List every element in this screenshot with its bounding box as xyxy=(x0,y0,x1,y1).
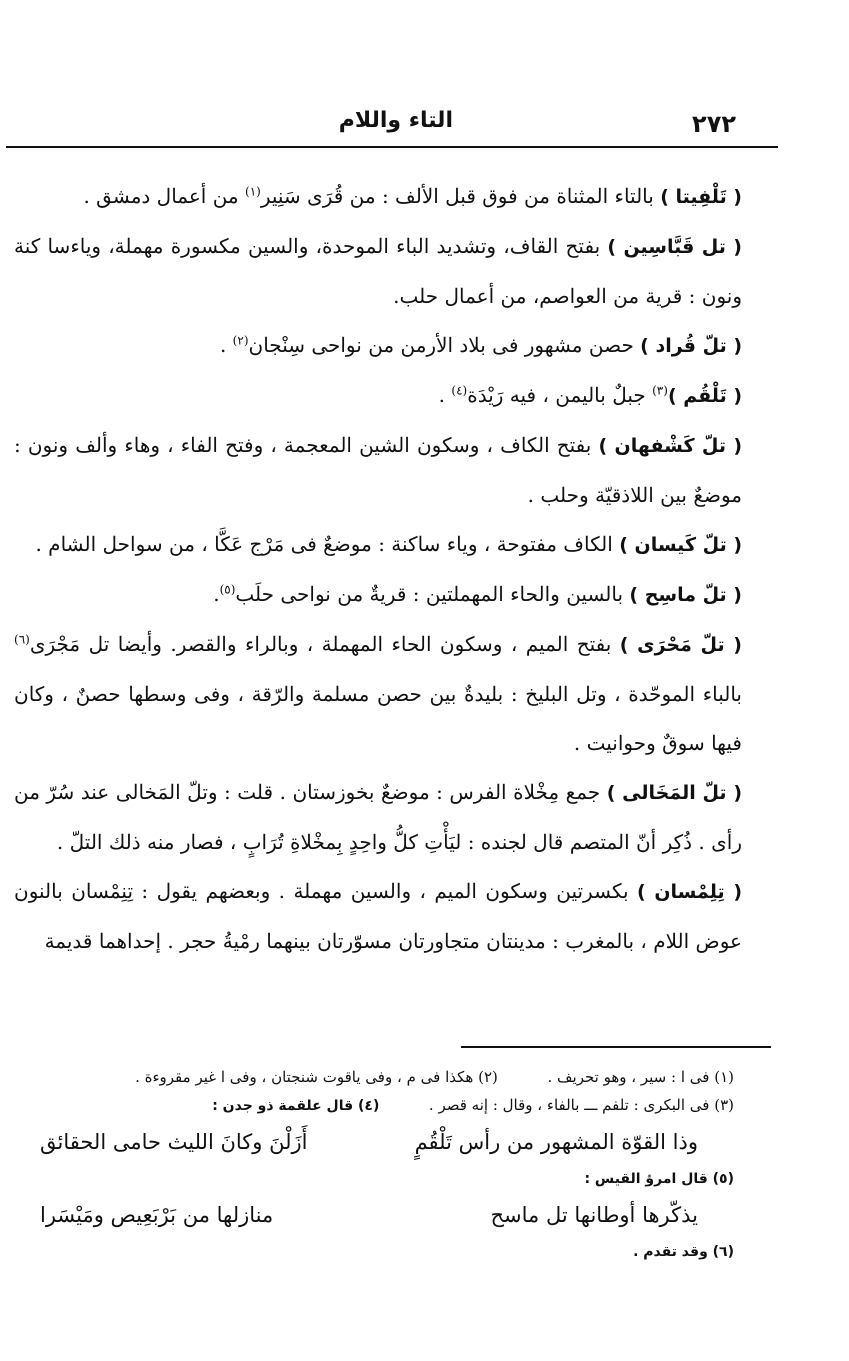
footnote-ref: (٤) xyxy=(451,383,468,398)
footnote-line xyxy=(14,1237,734,1266)
entry-text-tail: . xyxy=(438,383,452,407)
footnote-line xyxy=(14,1091,734,1120)
entry-text-tail: من أعمال دمشق . xyxy=(83,184,245,208)
entry-head: ( تَلْقُم ) xyxy=(667,385,742,407)
entry-text: بفتح الميم ، وسكون الحاء المهملة ، وبالراء والقصر. وأيضا تل مَجْرَى xyxy=(29,632,612,656)
footnote-ref: (١) xyxy=(245,184,261,199)
footnote-ref: (٣) xyxy=(652,383,668,398)
verse-hemistich: أَزَلْنَ وكانَ الليث حامى الحقائق xyxy=(40,1130,308,1154)
footnote-1: (١) فى ا : سير ، وهو تحريف . xyxy=(547,1068,734,1086)
footnote-5: (٥) قال امرؤ القيس : xyxy=(584,1171,734,1187)
entry-tall-masih xyxy=(14,570,778,620)
footnote-ref: (٥) xyxy=(219,582,236,597)
entry-tilimsan xyxy=(14,867,778,966)
verse-2 xyxy=(14,1193,734,1237)
running-title: التاء واللام xyxy=(338,108,453,133)
entry-head: ( تلّ مَحْرَى ) xyxy=(619,634,742,656)
main-text xyxy=(14,172,778,966)
entry-tall-mahra xyxy=(14,620,778,768)
entry-text: بفتح الكاف ، وسكون الشين المعجمة ، وفتح الفاء ، وهاء وألف ونون : موضعٌ بين اللاذقيّة وحلب . xyxy=(14,433,742,507)
entry-tall-kashfahan xyxy=(14,421,778,520)
verse-hemistich: منازلها من بَرْبَعِيص ومَيْسَرا xyxy=(40,1203,274,1227)
header-rule xyxy=(6,146,778,148)
footnote-rule xyxy=(461,1046,771,1048)
entry-text: حصن مشهور فى بلاد الأرمن من نواحى سِنْجان xyxy=(248,333,634,357)
footnote-ref: (٢) xyxy=(232,333,249,348)
entry-tall-qabbasin xyxy=(14,222,778,321)
verse-hemistich: وذا القوّة المشهور من رأس تَلْقُمٍ xyxy=(414,1130,698,1154)
entry-head: ( تلّ ماسِح ) xyxy=(629,584,742,606)
entry-head: ( تِلِمْسان ) xyxy=(636,881,742,903)
footnote-line xyxy=(14,1063,734,1091)
entry-head: ( تلّ المَخَالى ) xyxy=(606,782,742,804)
footnote-line xyxy=(14,1164,734,1193)
entry-talqum xyxy=(14,371,778,421)
entry-text-tail: بالباء الموحّدة ، وتل البليخ : بليدةٌ بين حصن مسلمة والرّقة ، وفى وسطها حصنٌ ، وكان فيها سوقٌ وحوانيت . xyxy=(14,682,742,755)
entry-head: ( تلّ كَيسان ) xyxy=(619,534,742,556)
verse-hemistich: يذكّرها أوطانها تل ماسح xyxy=(490,1203,698,1227)
entry-text: بالتاء المثناة من فوق قبل الألف : من قُرَى سَنِير xyxy=(260,184,654,208)
page-number: ٢٧٢ xyxy=(692,110,736,138)
entry-tall-qurad xyxy=(14,321,778,371)
entry-head: ( تل قَبَّاسِين ) xyxy=(607,236,742,258)
footnotes xyxy=(14,1063,734,1266)
footnote-2: (٢) هكذا فى م ، وفى ياقوت شنجتان ، وفى ا غير مقروءة . xyxy=(135,1068,498,1086)
footnote-3: (٣) فى البكرى : تلفم ـــ بالفاء ، وقال : إنه قصر . xyxy=(428,1096,734,1114)
page-header xyxy=(12,108,778,144)
entry-text: جبلٌ باليمن ، فيه رَيْدَة xyxy=(467,383,646,407)
footnote-ref: (٦) xyxy=(14,632,30,647)
entry-head: ( تلّ كَشْفهان ) xyxy=(598,435,743,457)
entry-text: الكاف مفتوحة ، وياء ساكنة : موضعٌ فى مَرْج عَكَّا ، من سواحل الشام . xyxy=(35,532,613,556)
verse-1 xyxy=(14,1120,734,1164)
entry-text: بالسين والحاء المهملتين : قريةٌ من نواحى حلَب xyxy=(235,582,624,606)
entry-text-tail: . xyxy=(213,582,220,606)
entry-text-tail: . xyxy=(219,333,233,357)
entry-text: بكسرتين وسكون الميم ، والسين مهملة . وبعضهم يقول : تِنِمْسان بالنون عوض اللام ، بالمغرب : مدينتان متجاورتان مسوّرتان بينهما رمْيةُ حجر . إحداهما قديمة xyxy=(14,879,742,953)
entry-talfita xyxy=(14,172,778,222)
entry-text: بفتح القاف، وتشديد الباء الموحدة، والسين مكسورة مهملة، وياءسا كنة ونون : قرية من العواصم، من أعمال حلب. xyxy=(14,234,742,308)
footnote-4: (٤) قال علقمة ذو جدن : xyxy=(212,1098,380,1114)
entry-tall-makhali xyxy=(14,768,778,867)
entry-tall-kaysan xyxy=(14,520,778,570)
entry-head: ( تلّ قُراد ) xyxy=(640,335,742,357)
entry-head: ( تَلْفِيتا ) xyxy=(660,186,742,208)
footnote-6: (٦) وقد تقدم . xyxy=(633,1244,734,1260)
entry-text: جمع مِخْلاة الفرس : موضعٌ بخوزستان . قلت : وتلّ المَخالى عند سُرّ من رأى . ذُكِر أنّ المتصم قال لجنده : ليَأْتِ كلُّ واحِدٍ بِمخْلاةِ تُرَابٍ ، فصار منه ذلك التلّ . xyxy=(14,780,742,854)
